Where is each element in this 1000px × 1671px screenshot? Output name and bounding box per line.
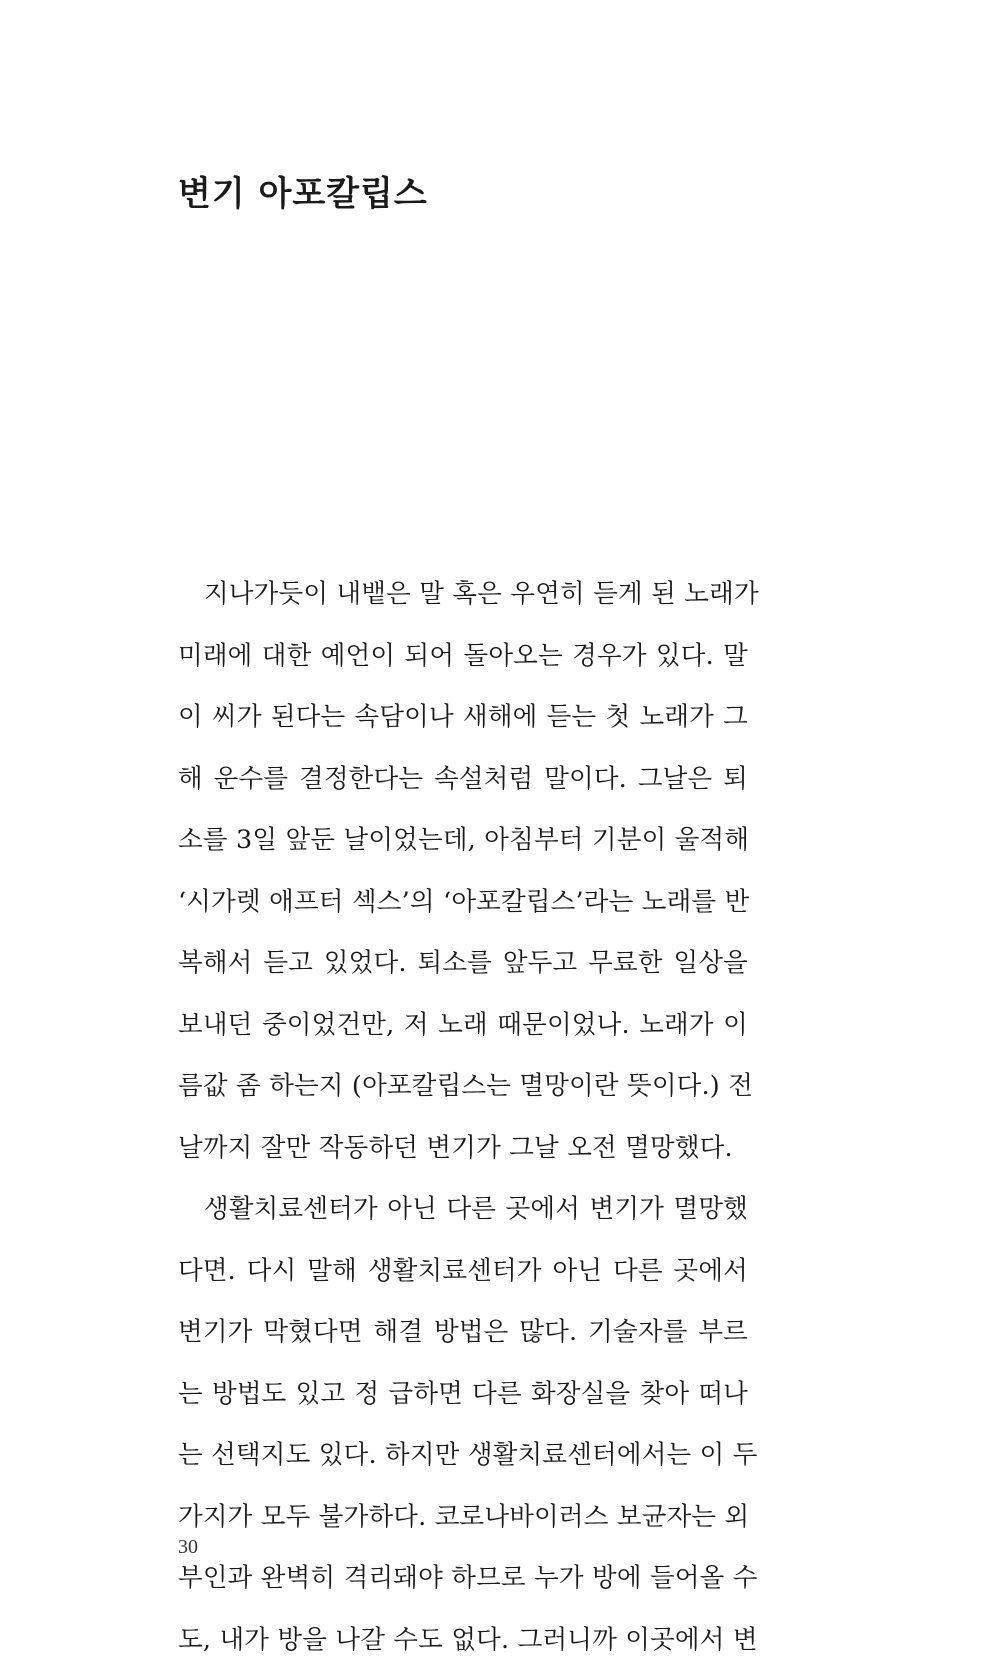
text-line: 변기가 막혔다면 해결 방법은 많다. 기술자를 부르	[178, 1302, 748, 1364]
text-line: 는 선택지도 있다. 하지만 생활치료센터에서는 이 두	[178, 1425, 748, 1487]
text-line: 복해서 듣고 있었다. 퇴소를 앞두고 무료한 일상을	[178, 933, 748, 995]
text-line: 름값 좀 하는지 (아포칼립스는 멸망이란 뜻이다.) 전	[178, 1056, 748, 1118]
text-line: 지나가듯이 내뱉은 말 혹은 우연히 듣게 된 노래가	[178, 564, 748, 626]
text-line: 날까지 잘만 작동하던 변기가 그날 오전 멸망했다.	[178, 1118, 748, 1180]
text-line: 도, 내가 방을 나갈 수도 없다. 그러니까 이곳에서 변	[178, 1610, 748, 1671]
text-line: 생활치료센터가 아닌 다른 곳에서 변기가 멸망했	[178, 1179, 748, 1241]
body-text	[178, 564, 748, 1671]
text-line: 는 방법도 있고 정 급하면 다른 화장실을 찾아 떠나	[178, 1364, 748, 1426]
text-line: 가지가 모두 불가하다. 코로나바이러스 보균자는 외	[178, 1487, 748, 1549]
text-line: 부인과 완벽히 격리돼야 하므로 누가 방에 들어올 수	[178, 1548, 748, 1610]
chapter-title: 변기 아포칼립스	[178, 166, 428, 215]
text-line: 다면. 다시 말해 생활치료센터가 아닌 다른 곳에서	[178, 1241, 748, 1303]
text-line: ‘시가렛 애프터 섹스’의 ‘아포칼립스’라는 노래를 반	[178, 872, 748, 934]
text-line: 보내던 중이었건만, 저 노래 때문이었나. 노래가 이	[178, 995, 748, 1057]
text-line: 소를 3일 앞둔 날이었는데, 아침부터 기분이 울적해	[178, 810, 748, 872]
text-line: 미래에 대한 예언이 되어 돌아오는 경우가 있다. 말	[178, 626, 748, 688]
text-line: 이 씨가 된다는 속담이나 새해에 듣는 첫 노래가 그	[178, 687, 748, 749]
text-line: 해 운수를 결정한다는 속설처럼 말이다. 그날은 퇴	[178, 749, 748, 811]
page-number: 30	[178, 1536, 198, 1559]
